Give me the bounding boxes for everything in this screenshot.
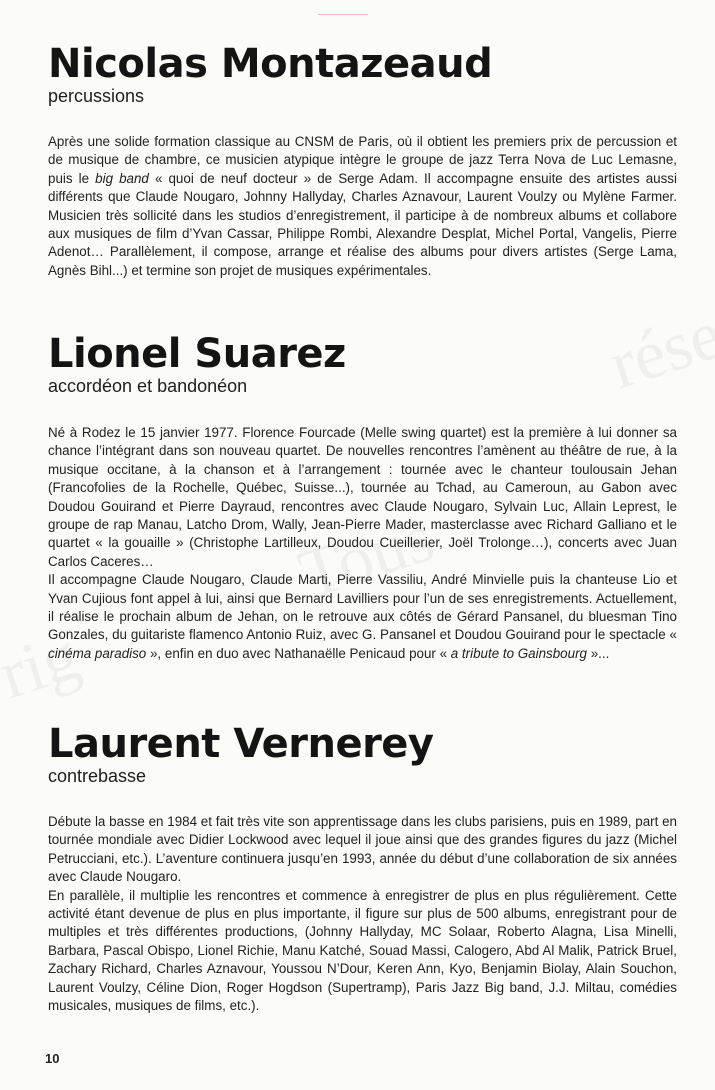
bio-text: Né à Rodez le 15 janvier 1977. Florence Fourcade (Melle swing quartet) est la première à lui donner sa chance l’intégrant dans son nouveau quartet. De nouvelles rencontres l’amènent au théâtre de rue, à la musique occitane, à la chanson et à l’arrangement : tournée avec le chanteur toulousain Jehan (Francofolies de la Rochelle, Québec, Suisse...), tournée au Tchad, au Cameroun, au Gabon avec Doudou Gouirand et Pierre Dayraud, rencontres avec Claude Nougaro, Sylvain Luc, Allain Leprest, le groupe de rap Manau, Latcho Drom, Wally, Jean-Pierre Mader, masterclasse avec Richard Galliano et le quartet « la gouaille » (Christophe Lartilleux, Doudou Cueillerier, Joël Trolonge…), concerts avec Juan Carlos Caceres… <box>48 425 677 569</box>
bio-text: »... <box>587 645 610 661</box>
musician-name: Laurent Vernerey <box>48 721 434 767</box>
bio-paragraph <box>48 887 677 1016</box>
bio-paragraph <box>48 813 677 887</box>
bio-text: », enfin en duo avec Nathanaëlle Penicaud pour « <box>146 645 451 661</box>
top-rule <box>318 14 368 15</box>
bio-section-vernerey <box>48 722 677 1015</box>
bio-text: En parallèle, il multiplie les rencontres et commence à enregistrer de plus en plus régulièrement. Cette activité étant devenue de plus en plus importante, il figure sur plus de 500 albums, enregistrant pour de multiples et très différentes productions, (Johnny Hallyday, MC Solaar, Roberto Alagna, Lisa Minelli, Barbara, Pascal Obispo, Lionel Richie, Manu Katché, Souad Massi, Calogero, Abd Al Malik, Patrick Bruel, Zachary Richard, Charles Aznavour, Youssou N’Dour, Keren Ann, Kyo, Benjamin Biolay, Alain Souchon, Laurent Voulzy, Céline Dion, Roger Hogdson (Supertramp), Paris Jazz Big band, J.J. Miltau, comédies musicales, musiques de films, etc.). <box>48 887 677 1014</box>
musician-name: Lionel Suarez <box>48 331 346 377</box>
italic-title: cinéma paradiso <box>48 645 147 661</box>
musician-instrument: contrebasse <box>48 766 147 786</box>
bio-text: « quoi de neuf docteur » de Serge Adam. Il accompagne ensuite des artistes aussi différents que Claude Nougaro, Johnny Hallyday, Charles Aznavour, Laurent Voulzy ou Mylène Farmer. Musicien très sollicité dans les studios d’enregistrement, il participe à de nombreux albums et collabore aux musiques de film d’Yvan Cassar, Philippe Rombi, Alexandre Desplat, Michel Portal, Vangelis, Pierre Adenot… Parallèlement, il compose, arrange et réalise des albums pour divers artistes (Serge Lama, Agnès Bihl...) et termine son projet de musiques expérimentales. <box>48 170 677 278</box>
musician-name: Nicolas Montazeaud <box>48 41 493 87</box>
musician-instrument: accordéon et bandonéon <box>48 376 248 396</box>
bio-paragraph <box>48 571 677 663</box>
bio-paragraph <box>48 133 677 280</box>
bio-text: Il accompagne Claude Nougaro, Claude Marti, Pierre Vassiliu, André Minvielle puis la chanteuse Lio et Yvan Cujious font appel à lui, ainsi que Bernard Lavilliers pour l’un de ses enregistrements. Actuellement, il réalise le prochain album de Jehan, on le retrouve aux côtés de Gérard Pansanel, du bluesman Tino Gonzales, du guitariste flamenco Antonio Ruiz, avec G. Pansanel et Doudou Gouirand pour le spectacle « <box>48 572 677 643</box>
page-number: 10 <box>45 1051 60 1066</box>
bio-paragraph <box>48 424 677 571</box>
biography <box>48 813 677 1015</box>
italic-title: big band <box>95 170 149 186</box>
biography <box>48 424 677 663</box>
biography <box>48 133 677 280</box>
bio-text: Après une solide formation classique au CNSM de Paris, où il obtient les premiers prix de percussion et de musique de chambre, ce musicien atypique intègre le groupe de jazz Terra Nova de Luc Lemasne, puis le <box>48 134 677 186</box>
italic-title: a tribute to Gainsbourg <box>450 645 587 661</box>
musician-instrument: percussions <box>48 86 145 106</box>
bio-text: Débute la basse en 1984 et fait très vite son apprentissage dans les clubs parisiens, puis en 1989, part en tournée mondiale avec Didier Lockwood avec lequel il joue ainsi que des grandes figures du jazz (Michel Petrucciani, etc.). L’aventure continuera jusqu’en 1993, année du début d’une collaboration de six années avec Claude Nougaro. <box>48 814 677 885</box>
bio-section-montazeaud <box>48 42 677 280</box>
bio-section-suarez <box>48 332 677 663</box>
